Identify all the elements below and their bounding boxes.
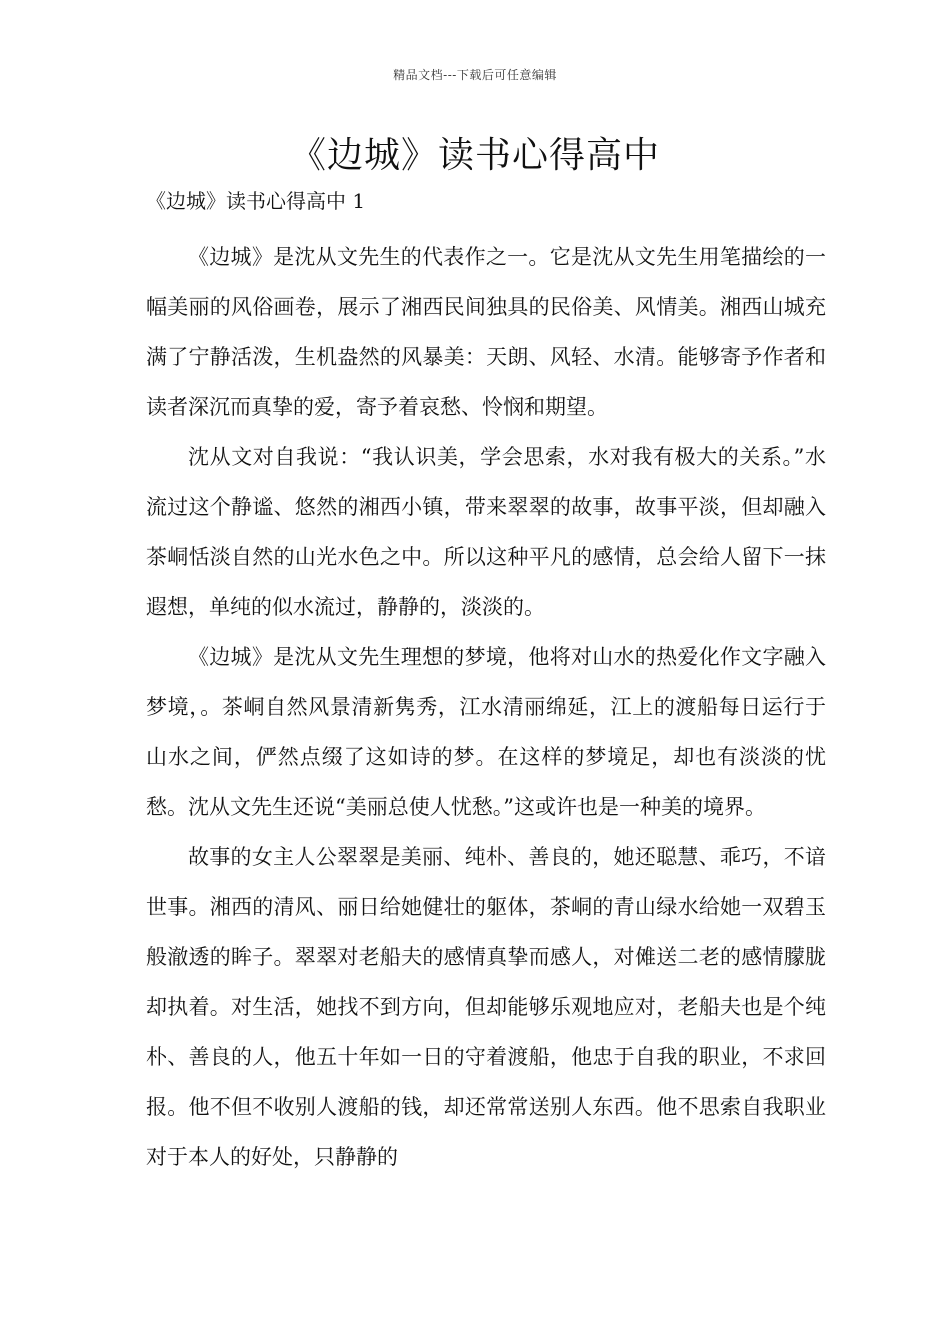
document-subtitle: 《边城》读书心得高中 1 bbox=[146, 189, 366, 213]
document-title: 《边城》读书心得高中 bbox=[289, 135, 660, 176]
page-header: 精品文档---下载后可任意编辑 bbox=[393, 68, 557, 82]
paragraph-1: 《边城》是沈从文先生的代表作之一。它是沈从文先生用笔描绘的一幅美丽的风俗画卷，展示了湘西民间独具的民俗美、风情美。湘西山城充满了宁静活泼，生机盎然的风暴美：天朗、风轻、水清。能够寄予作者和读者深沉而真挚的爱，寄予着哀愁、怜悯和期望。 bbox=[146, 245, 826, 419]
paragraph-2: 沈从文对自我说：“我认识美，学会思索，水对我有极大的关系。”水流过这个静谧、悠然的湘西小镇，带来翠翠的故事，故事平淡，但却融入茶峒恬淡自然的山光水色之中。所以这种平凡的感情，总会给人留下一抹遐想，单纯的似水流过，静静的，淡淡的。 bbox=[146, 445, 826, 619]
paragraph-4: 故事的女主人公翠翠是美丽、纯朴、善良的，她还聪慧、乖巧，不谙世事。湘西的清风、丽日给她健壮的躯体，茶峒的青山绿水给她一双碧玉般澈透的眸子。翠翠对老船夫的感情真挚而感人，对傩送二老的感情朦胧却执着。对生活，她找不到方向，但却能够乐观地应对，老船夫也是个纯朴、善良的人，他五十年如一日的守着渡船，他忠于自我的职业，不求回报。他不但不收别人渡船的钱，却还常常送别人东西。他不思索自我职业对于本人的好处，只静静的 bbox=[146, 845, 826, 1169]
document-body bbox=[146, 232, 826, 1182]
paragraph-3: 《边城》是沈从文先生理想的梦境，他将对山水的热爱化作文字融入梦境，。茶峒自然风景清新隽秀，江水清丽绵延，江上的渡船每日运行于山水之间，俨然点缀了这如诗的梦。在这样的梦境足，却也有淡淡的忧愁。沈从文先生还说“美丽总使人忧愁。”这或许也是一种美的境界。 bbox=[146, 645, 826, 819]
